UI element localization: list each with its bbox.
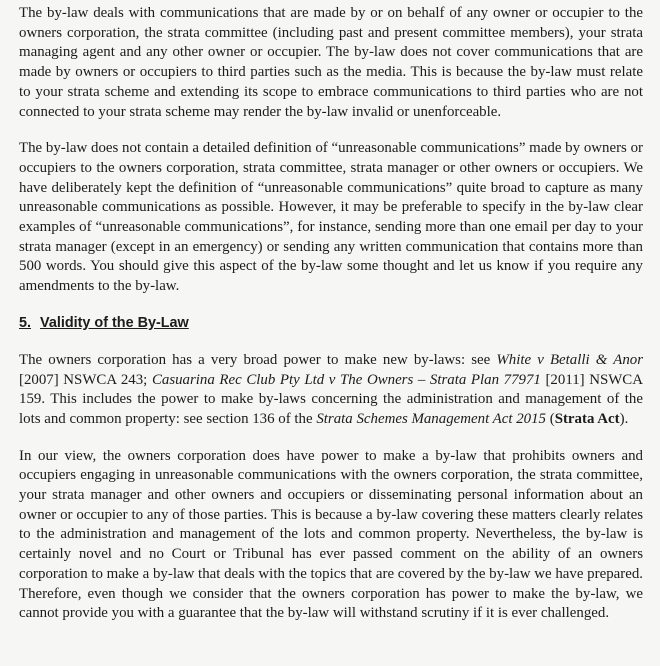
text-run: The owners corporation has a very broad power to make new by-laws: see xyxy=(19,351,497,368)
section-heading xyxy=(19,314,643,333)
text-run: [2011] NSWCA 159. This includes the power to make by-laws concerning the administration and management of the lots and common property: see section 136 of the xyxy=(19,371,643,427)
paragraph-scope-of-bylaw: The by-law deals with communications that are made by or on behalf of any owner or occupier to the owners corporation, the strata committee (including past and present committee members), your strata managing agent and any other owner or occupier. The by-law does not cover communications that are made by owners or occupiers to third parties such as the media. This is because the by-law must relate to your strata scheme and extending its scope to embrace communications to third parties who are not connected to your strata scheme may render the by-law invalid or unenforceable. xyxy=(19,5,643,120)
case-citation-white-v-betalli: White v Betalli & Anor xyxy=(496,351,644,368)
text-run: ). xyxy=(619,410,629,427)
text-run: [2007] NSWCA 243; xyxy=(19,371,152,388)
section-title: Validity of the By-Law xyxy=(40,314,189,331)
paragraph-our-view: In our view, the owners corporation does have power to make a by-law that prohibits owners and occupiers engaging in unreasonable communications with the owners corporation, the strata committee, your strata manager and other owners and occupiers or disseminating personal information about an owner or occupier to any of those parties. This is because a by-law covering these matters clearly relates to the administration and management of the lots and common property. Nevertheless, the by-law is certainly novel and no Court or Tribunal has ever passed comment on the ability of an owners corporation to make a by-law that deals with the topics that are covered by the by-law we have prepared. Therefore, even though we consider that the owners corporation has power to make the by-law, we cannot provide you with a guarantee that the by-law will withstand scrutiny if it is ever challenged. xyxy=(19,447,643,622)
text-run: ( xyxy=(546,410,555,427)
act-short-title: Strata Act xyxy=(554,410,620,427)
act-title: Strata Schemes Management Act 2015 xyxy=(316,410,546,427)
section-number: 5. xyxy=(19,314,32,331)
paragraph-power-to-make-bylaws xyxy=(19,351,643,430)
document-body xyxy=(19,4,643,641)
case-citation-casuarina: Casuarina Rec Club Pty Ltd v The Owners – Strata Plan 77971 xyxy=(151,371,541,388)
paragraph-unreasonable-communications-definition: The by-law does not contain a detailed definition of “unreasonable communications” made by owners or occupiers to the owners corporation, strata committee, strata manager or other owners or occupiers. We have deliberately kept the definition of “unreasonable communications” quite broad to capture as many unreasonable communications as possible. However, it may be preferable to specify in the by-law clear examples of “unreasonable communications”, for instance, sending more than one email per day to your strata manager (except in an emergency) or sending any written communication that contains more than 500 words. You should give this aspect of the by-law some thought and let us know if you require any amendments to the by-law. xyxy=(19,140,643,295)
